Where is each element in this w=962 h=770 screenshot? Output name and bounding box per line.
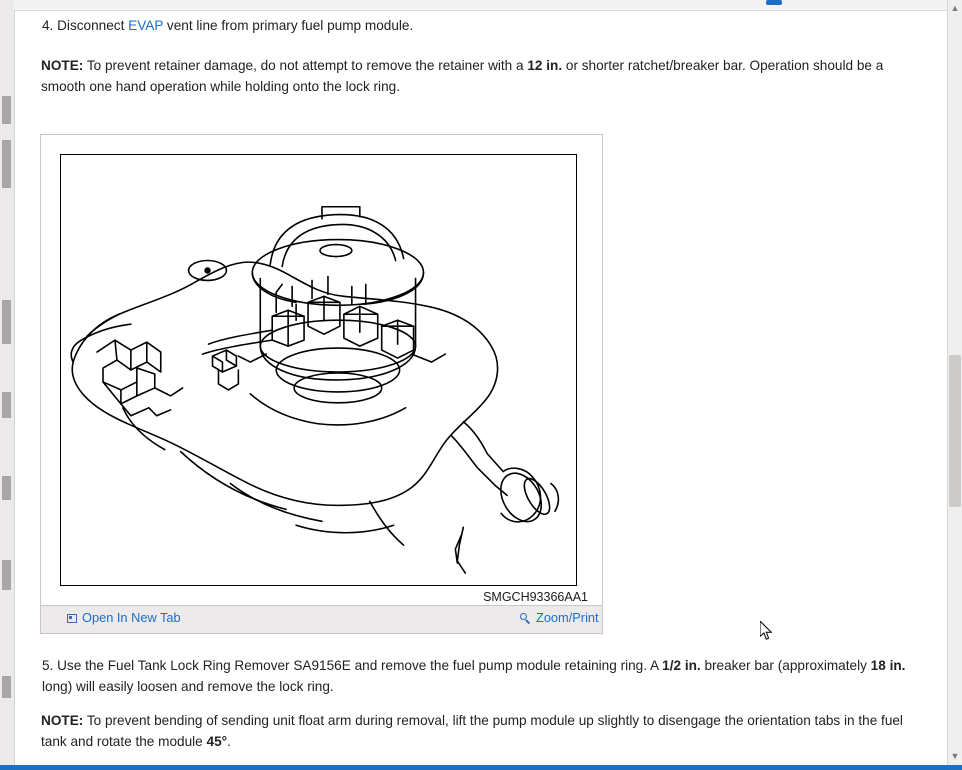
figure-image[interactable]	[60, 154, 577, 586]
scrollbar-thumb[interactable]	[949, 355, 961, 507]
figure-caption: SMGCH93366AA1	[483, 590, 588, 604]
note-2-text-b: .	[227, 733, 231, 749]
gutter-tick	[2, 140, 11, 188]
gutter-tick	[2, 392, 11, 418]
scroll-up-arrow-icon[interactable]: ▲	[950, 3, 960, 13]
note-2-label: NOTE:	[41, 713, 84, 728]
gutter-tick	[2, 560, 11, 590]
step-4-prefix: 4. Disconnect	[42, 18, 129, 33]
magnifier-icon	[520, 613, 531, 624]
step-4-paragraph	[42, 16, 922, 37]
gutter-tick	[2, 476, 11, 500]
zoom-print-label: Zoom/Print	[536, 610, 599, 625]
step-4-suffix: vent line from primary fuel pump module.	[163, 18, 414, 33]
scroll-down-arrow-icon[interactable]: ▼	[950, 751, 960, 761]
note-1-label: NOTE:	[41, 58, 84, 73]
gutter-tick	[2, 96, 11, 124]
note-1-bold-a: 12 in.	[527, 58, 563, 73]
left-gutter	[0, 0, 15, 770]
open-in-new-tab-button[interactable]	[67, 610, 181, 625]
note-2-paragraph	[41, 711, 925, 752]
gutter-tick	[2, 300, 11, 344]
open-in-new-tab-label: Open In New Tab	[82, 610, 181, 625]
gutter-tick	[2, 676, 11, 698]
top-strip	[14, 0, 948, 11]
top-strip-indicator	[766, 0, 782, 5]
step-5-text-a: 5. Use the Fuel Tank Lock Ring Remover SA9156E and remove the fuel pump module retaining ring. A	[42, 658, 663, 673]
step-5-text-b: breaker bar (approximately	[700, 658, 871, 673]
note-2-bold-a: 45°	[206, 733, 228, 749]
open-in-new-tab-icon	[67, 614, 77, 623]
vertical-scrollbar[interactable]	[947, 0, 962, 770]
step-5-text-c: long) will easily loosen and remove the lock ring.	[42, 678, 334, 694]
figure-toolbar	[41, 605, 602, 633]
zoom-print-button[interactable]	[520, 610, 599, 625]
note-1-paragraph	[41, 56, 919, 97]
note-2-text-a: To prevent bending of sending unit float arm during removal, lift the pump module up slightly to disengage the orientation tabs in the fuel tank and rotate the module	[41, 713, 903, 749]
evap-link[interactable]: EVAP	[128, 18, 164, 33]
document-content	[15, 11, 948, 765]
figure-container	[40, 134, 603, 634]
note-1-text-a: To prevent retainer damage, do not attempt to remove the retainer with a	[83, 58, 528, 73]
step-5-paragraph	[42, 656, 925, 697]
step-5-bold-b: 18 in.	[870, 658, 906, 673]
fuel-tank-diagram	[61, 155, 576, 585]
step-5-bold-a: 1/2 in.	[662, 658, 701, 673]
note-1-text-b: or shorter ratchet/breaker bar. Operation should be a smooth one hand operation while holding onto the lock ring.	[41, 58, 884, 94]
window-frame-bottom	[0, 765, 962, 770]
